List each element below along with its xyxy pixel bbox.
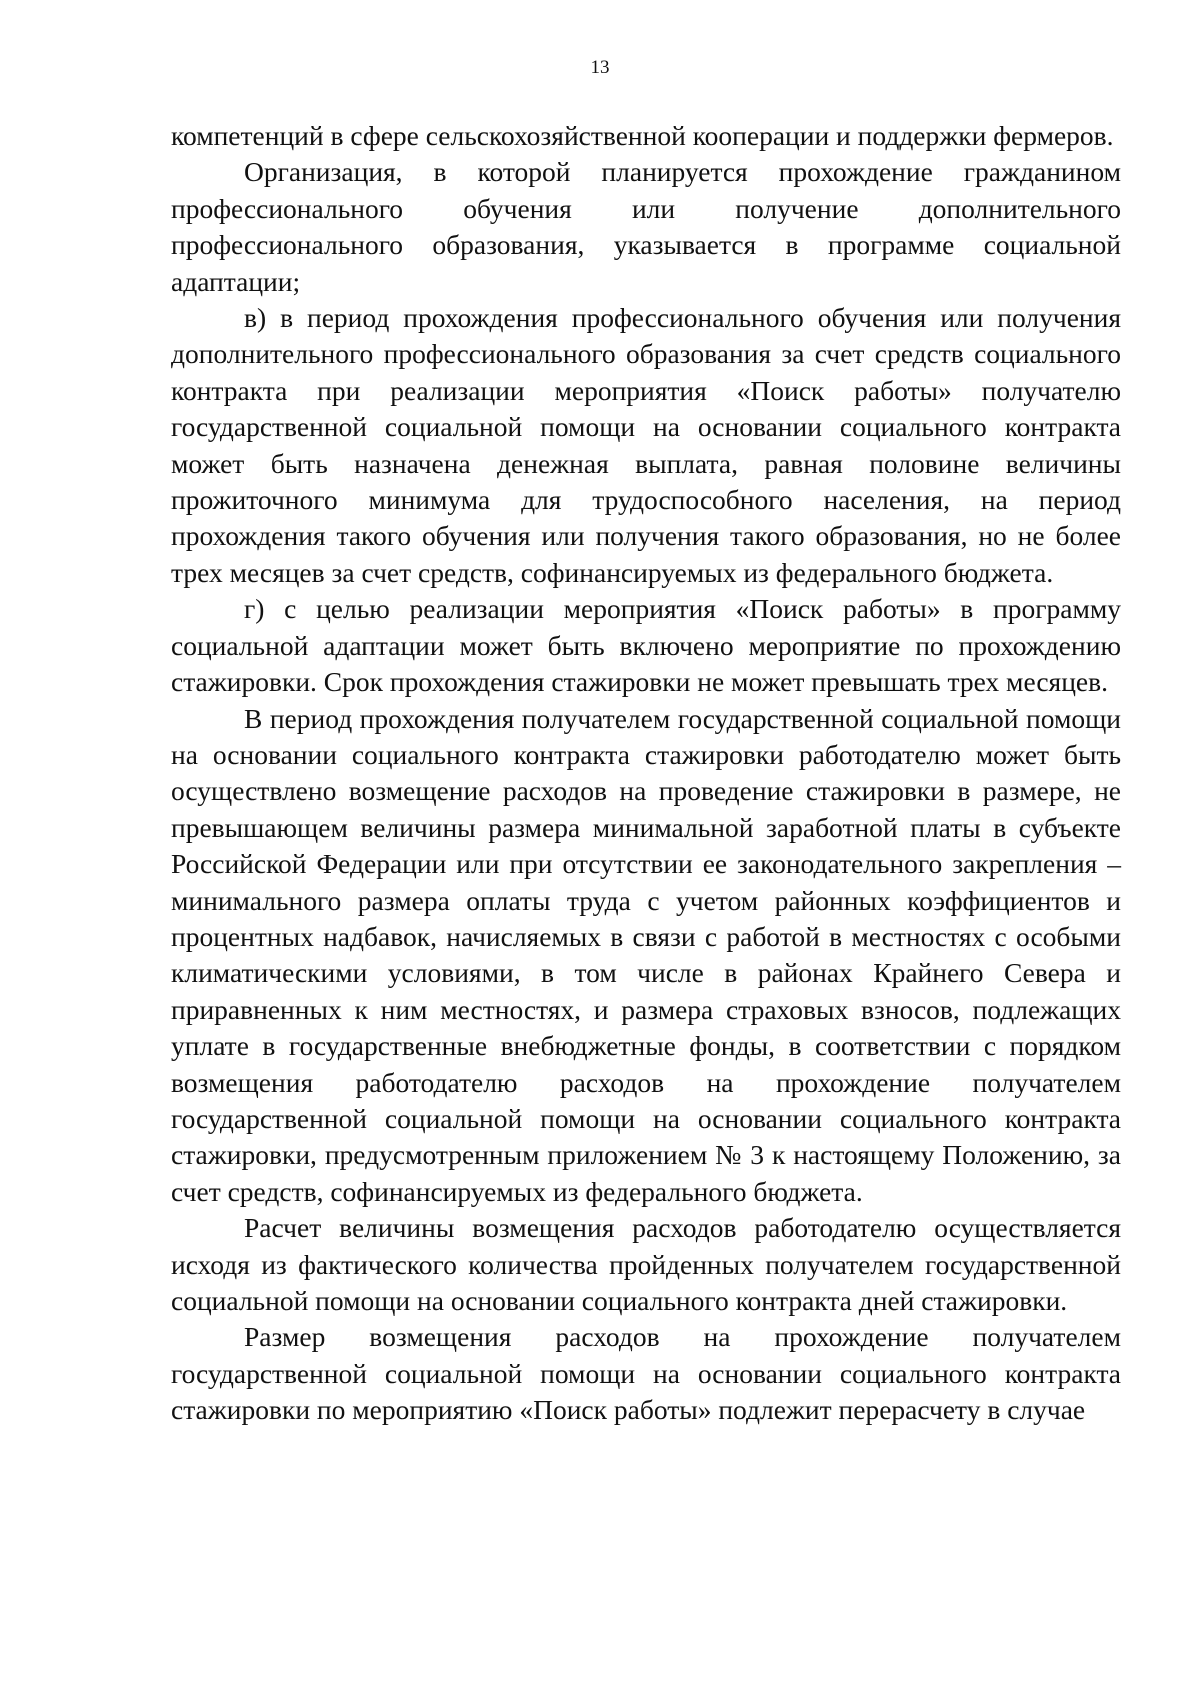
page-number: 13 xyxy=(590,57,610,78)
paragraph-organization: Организация, в которой планируется прохождение гражданином профессионального обучения или получение дополнительного профессионального образования, указывается в программе социальной адаптации; xyxy=(171,156,1121,297)
paragraph-item-g: г) с целью реализации мероприятия «Поиск работы» в программу социальной адаптации может быть включено мероприятие по прохождению стажировки. Срок прохождения стажировки не может превышать трех месяцев. xyxy=(171,593,1121,698)
paragraph-item-v: в) в период прохождения профессионального обучения или получения дополнительного профессионального образования за счет средств социального контракта при реализации мероприятия «Поиск работы» получателю государственной социальной помощи на основании социального контракта может быть назначена денежная выплата, равная половине величины прожиточного минимума для трудоспособного населения, на период прохождения такого обучения или получения такого образования, но не более трех месяцев за счет средств, софинансируемых из федерального бюджета. xyxy=(171,302,1121,588)
paragraph-internship-compensation: В период прохождения получателем государственной социальной помощи на основании социального контракта стажировки работодателю может быть осуществлено возмещение расходов на проведение стажировки в размере, не превышающем величины размера минимальной заработной платы в субъекте Российской Федерации или при отсутствии ее законодательного закрепления – минимального размера оплаты труда с учетом районных коэффициентов и процентных надбавок, начисляемых в связи с работой в местностях с особыми климатическими условиями, в том числе в районах Крайнего Севера и приравненных к ним местностях, и размера страховых взносов, подлежащих уплате в государственные внебюджетные фонды, в соответствии с порядком возмещения работодателю расходов на прохождение получателем государственной социальной помощи на основании социального контракта стажировки, предусмотренным приложением № 3 к настоящему Положению, за счет средств, софинансируемых из федерального бюджета. xyxy=(171,702,1121,1207)
paragraph-compensation-calculation: Расчет величины возмещения расходов работодателю осуществляется исходя из фактического количества пройденных получателем государственной социальной помощи на основании социального контракта дней стажировки. xyxy=(171,1212,1121,1316)
paragraph-continuation: компетенций в сфере сельскохозяйственной кооперации и поддержки фермеров. xyxy=(171,120,1114,151)
paragraph-compensation-recalculation: Размер возмещения расходов на прохождение получателем государственной социальной помощи на основании социального контракта стажировки по мероприятию «Поиск работы» подлежит перерасчету в случае xyxy=(171,1321,1121,1426)
document-body xyxy=(171,118,1121,1429)
